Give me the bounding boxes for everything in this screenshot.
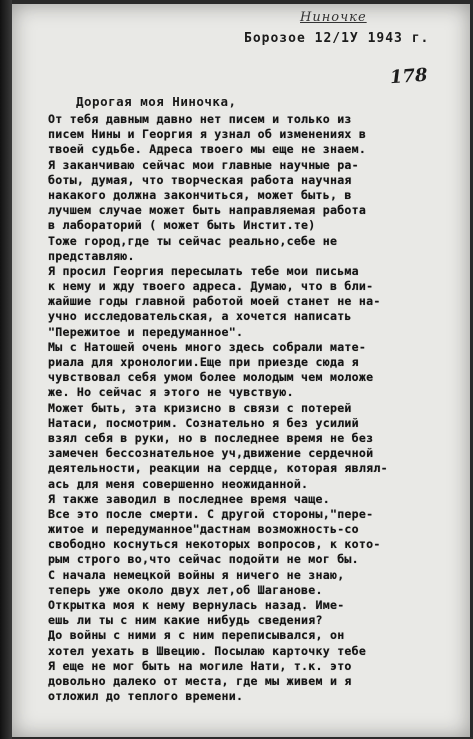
letter-line: Все это после смерти. С другой стороны,"пере- bbox=[48, 506, 374, 521]
letter-line: деятельности, реакции на сердце, которая являл- bbox=[48, 461, 388, 476]
letter-body bbox=[48, 112, 470, 704]
letter-line: Мы с Натошей очень много здесь собрали мате- bbox=[48, 339, 367, 354]
scan-dark-edge bbox=[0, 0, 12, 739]
letter-line: свободно коснуться некоторых вопросов, к кото- bbox=[48, 537, 381, 552]
letter-line: представляю. bbox=[48, 248, 135, 263]
letter-line: теперь уже около двух лет,об Шаганове. bbox=[48, 582, 323, 597]
letter-page bbox=[12, 4, 470, 737]
letter-line: Я просил Георгия пересылать тебе мои письма bbox=[48, 263, 359, 278]
letter-line: лучшем случае может быть направляемая работа bbox=[48, 203, 367, 218]
letter-line: риала для хронологии.Еще при приезде сюда я bbox=[48, 355, 359, 369]
letter-line: жайшие годы главной работой моей станет не на- bbox=[48, 294, 381, 309]
salutation: Дорогая моя Ниночка, bbox=[76, 94, 237, 109]
letter-line: ешь ли ты с ним какие нибудь сведения? bbox=[48, 613, 323, 628]
letter-line: учно исследовательская, а хочется написать bbox=[48, 309, 352, 324]
letter-line: До войны с ними я с ним переписывался, он bbox=[48, 628, 345, 643]
place-date-line: Борозое 12/1У 1943 г. bbox=[244, 31, 430, 46]
letter-line: в лабораторий ( может быть Инстит.те) bbox=[48, 218, 316, 233]
letter-line: взял себя в руки, но в последнее время не без bbox=[48, 430, 374, 445]
letter-line: Я также заводил в последнее время чаще. bbox=[48, 491, 330, 506]
letter-line: писем Нины и Георгия я узнал об изменениях в bbox=[48, 127, 367, 142]
archive-number-mark: 178 bbox=[389, 64, 429, 89]
letter-line: довольно далеко от места, где мы живем и я bbox=[48, 673, 352, 688]
letter-line: От тебя давным давно нет писем и только из bbox=[48, 112, 352, 126]
letter-line: рым строго во,что сейчас подойти не мог бы. bbox=[48, 552, 359, 567]
letter-line: Натаси, посмотрим. Сознательно я без усилий bbox=[48, 415, 359, 430]
letter-line: хотел уехать в Швецию. Посылаю карточку тебе bbox=[48, 643, 367, 658]
letter-line: же. Но сейчас я этого не чувствую. bbox=[48, 385, 294, 400]
letter-line: Тоже город,где ты сейчас реально,себе не bbox=[48, 233, 338, 248]
letter-line: Я еще не мог быть на могиле Нати, т.к. это bbox=[48, 658, 352, 673]
letter-line: Открытка моя к нему вернулась назад. Име- bbox=[48, 598, 345, 612]
letter-line: накакого должна закончиться, может быть, в bbox=[48, 187, 352, 202]
letter-line: твоей судьбе. Адреса твоего мы еще не знаем. bbox=[48, 142, 367, 157]
letter-line: Я заканчиваю сейчас мои главные научные ра- bbox=[48, 157, 359, 172]
letter-line: С начала немецкой войны я ничего не знаю, bbox=[48, 567, 345, 582]
letter-line: Может быть, эта кризисно в связи с потерей bbox=[48, 400, 352, 415]
letter-line: чувствовал себя умом более молодым чем моложе bbox=[48, 370, 374, 385]
letter-line: житое и передуманное"дастнам возможность-со bbox=[48, 522, 359, 537]
letter-line: замечен бессознательное уч,движение сердечной bbox=[48, 446, 374, 461]
letter-line: к нему и жду твоего адреса. Думаю, что в бли- bbox=[48, 279, 374, 294]
handwritten-addressee: Ниночке bbox=[300, 10, 367, 25]
letter-line: боты, думая, что творческая работа научная bbox=[48, 172, 352, 187]
letter-line: ась для меня совершенно неожиданной. bbox=[48, 476, 309, 491]
letter-line: отложил до теплого времени. bbox=[48, 689, 244, 704]
letter-line: "Пережитое и передуманное". bbox=[48, 324, 244, 339]
